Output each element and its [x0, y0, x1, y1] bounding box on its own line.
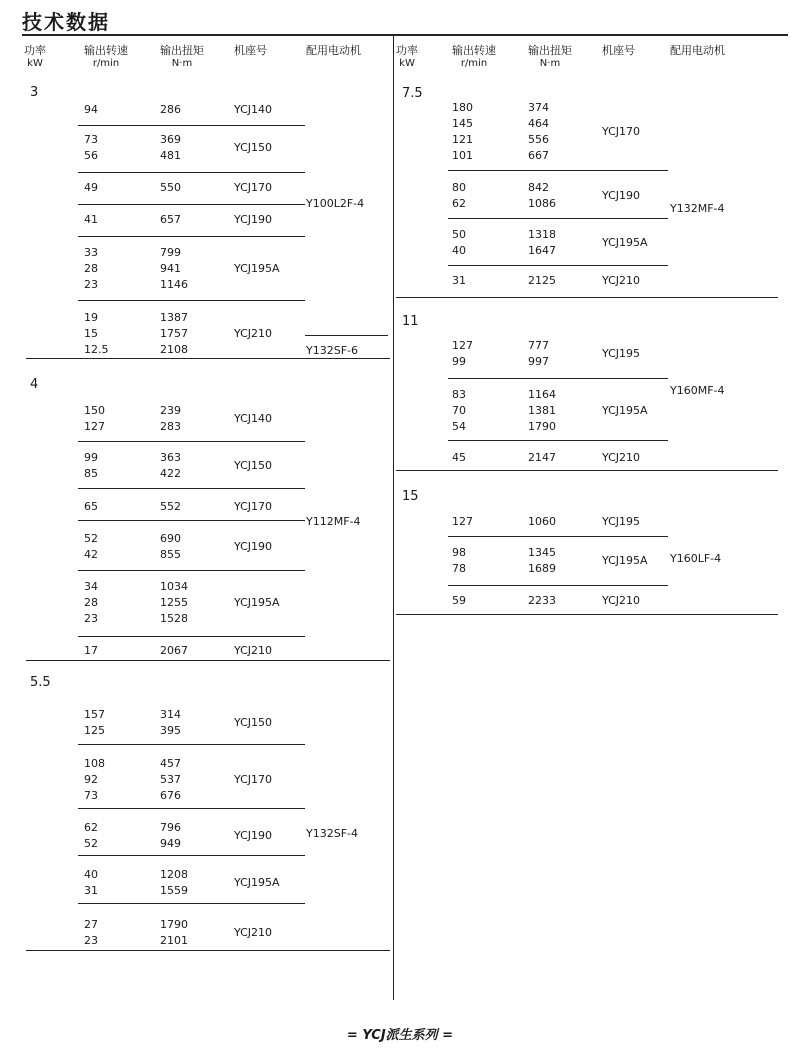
torque-value: 369	[160, 133, 181, 146]
frame-model: YCJ210	[602, 594, 641, 607]
motor-model: Y132MF-4	[670, 202, 725, 215]
group-divider	[78, 855, 305, 856]
torque-value: 556	[528, 133, 549, 146]
frame-model: YCJ210	[234, 327, 273, 340]
frame-model: YCJ195A	[602, 404, 648, 417]
torque-value: 2101	[160, 934, 188, 947]
torque-value: 2108	[160, 343, 188, 356]
speed-value: 145	[452, 117, 473, 130]
torque-value: 1146	[160, 278, 188, 291]
speed-value: 49	[84, 181, 98, 194]
torque-value: 464	[528, 117, 549, 130]
motor-model: Y160LF-4	[670, 552, 722, 565]
speed-value: 108	[84, 757, 105, 770]
speed-value: 94	[84, 103, 98, 116]
speed-value: 83	[452, 388, 466, 401]
group-divider	[78, 744, 305, 745]
column-header	[452, 44, 496, 70]
torque-value: 1345	[528, 546, 556, 559]
section-divider	[26, 660, 390, 661]
torque-value: 2067	[160, 644, 188, 657]
torque-value: 1086	[528, 197, 556, 210]
torque-value: 1318	[528, 228, 556, 241]
frame-model: YCJ210	[602, 274, 641, 287]
column-header-unit: r/min	[92, 58, 120, 69]
speed-value: 127	[452, 515, 473, 528]
speed-value: 101	[452, 149, 473, 162]
speed-value: 62	[84, 821, 98, 834]
column-header	[396, 44, 418, 70]
column-header	[602, 44, 635, 57]
title-rule	[22, 34, 788, 36]
speed-value: 180	[452, 101, 473, 114]
frame-model: YCJ195A	[234, 876, 280, 889]
torque-value: 997	[528, 355, 549, 368]
motor-model: Y100L2F-4	[306, 197, 365, 210]
torque-value: 690	[160, 532, 181, 545]
torque-value: 2147	[528, 451, 556, 464]
frame-model: YCJ190	[602, 189, 641, 202]
group-divider	[78, 808, 305, 809]
torque-value: 283	[160, 420, 181, 433]
column-header-label: 配用电动机	[306, 44, 361, 57]
frame-model: YCJ170	[234, 500, 273, 513]
frame-model: YCJ210	[234, 926, 273, 939]
speed-value: 56	[84, 149, 98, 162]
power-value: 11	[402, 314, 419, 329]
power-value: 3	[30, 85, 39, 100]
speed-value: 127	[452, 339, 473, 352]
column-header	[306, 44, 361, 57]
speed-value: 31	[452, 274, 466, 287]
column-header-label: 输出扭矩	[160, 44, 204, 57]
power-value: 5.5	[30, 675, 51, 690]
column-header-label: 输出转速	[84, 44, 128, 57]
speed-value: 23	[84, 278, 98, 291]
torque-value: 949	[160, 837, 181, 850]
speed-value: 40	[84, 868, 98, 881]
section-divider	[26, 358, 390, 359]
speed-value: 52	[84, 837, 98, 850]
torque-value: 676	[160, 789, 181, 802]
speed-value: 23	[84, 612, 98, 625]
speed-value: 157	[84, 708, 105, 721]
column-header-unit: N·m	[171, 58, 193, 69]
frame-model: YCJ170	[602, 125, 641, 138]
torque-value: 286	[160, 103, 181, 116]
frame-model: YCJ195A	[602, 554, 648, 567]
speed-value: 125	[84, 724, 105, 737]
group-divider	[78, 488, 305, 489]
frame-model: YCJ195A	[234, 262, 280, 275]
torque-value: 314	[160, 708, 181, 721]
group-divider	[448, 170, 668, 171]
torque-value: 1060	[528, 515, 556, 528]
speed-value: 17	[84, 644, 98, 657]
speed-value: 45	[452, 451, 466, 464]
torque-value: 239	[160, 404, 181, 417]
column-header	[234, 44, 267, 57]
group-divider	[78, 520, 305, 521]
column-header-label: 功率	[24, 44, 46, 57]
torque-value: 1528	[160, 612, 188, 625]
section-divider	[396, 297, 778, 298]
group-divider	[78, 204, 305, 205]
torque-value: 550	[160, 181, 181, 194]
speed-value: 54	[452, 420, 466, 433]
torque-value: 799	[160, 246, 181, 259]
torque-value: 1255	[160, 596, 188, 609]
torque-value: 2125	[528, 274, 556, 287]
speed-value: 70	[452, 404, 466, 417]
torque-value: 1387	[160, 311, 188, 324]
motor-model: Y160MF-4	[670, 384, 725, 397]
frame-model: YCJ150	[234, 141, 273, 154]
group-divider	[448, 585, 668, 586]
frame-model: YCJ150	[234, 716, 273, 729]
torque-value: 777	[528, 339, 549, 352]
column-header-label: 输出扭矩	[528, 44, 572, 57]
torque-value: 1790	[160, 918, 188, 931]
frame-model: YCJ195	[602, 515, 641, 528]
column-header	[528, 44, 572, 70]
power-value: 15	[402, 489, 419, 504]
group-divider	[448, 536, 668, 537]
frame-model: YCJ195A	[602, 236, 648, 249]
torque-value: 457	[160, 757, 181, 770]
speed-value: 50	[452, 228, 466, 241]
frame-model: YCJ195A	[234, 596, 280, 609]
torque-value: 552	[160, 500, 181, 513]
column-header	[670, 44, 725, 57]
column-header-label: 输出转速	[452, 44, 496, 57]
frame-model: YCJ190	[234, 213, 273, 226]
speed-value: 52	[84, 532, 98, 545]
speed-value: 150	[84, 404, 105, 417]
torque-value: 1164	[528, 388, 556, 401]
speed-value: 99	[452, 355, 466, 368]
group-divider	[78, 441, 305, 442]
speed-value: 15	[84, 327, 98, 340]
speed-value: 19	[84, 311, 98, 324]
speed-value: 73	[84, 133, 98, 146]
torque-value: 1208	[160, 868, 188, 881]
speed-value: 98	[452, 546, 466, 559]
torque-value: 1559	[160, 884, 188, 897]
motor-model: Y132SF-4	[306, 827, 358, 840]
speed-value: 12.5	[84, 343, 109, 356]
frame-model: YCJ150	[234, 459, 273, 472]
frame-model: YCJ210	[234, 644, 273, 657]
speed-value: 85	[84, 467, 98, 480]
column-header	[84, 44, 128, 70]
group-divider	[78, 570, 305, 571]
torque-value: 2233	[528, 594, 556, 607]
speed-value: 92	[84, 773, 98, 786]
group-divider	[448, 265, 668, 266]
torque-value: 537	[160, 773, 181, 786]
frame-model: YCJ190	[234, 829, 273, 842]
torque-value: 657	[160, 213, 181, 226]
speed-value: 33	[84, 246, 98, 259]
group-divider	[78, 300, 305, 301]
section-divider	[26, 950, 390, 951]
speed-value: 34	[84, 580, 98, 593]
frame-model: YCJ190	[234, 540, 273, 553]
speed-value: 59	[452, 594, 466, 607]
column-header	[160, 44, 204, 70]
column-header-unit: kW	[399, 58, 415, 69]
group-divider	[78, 172, 305, 173]
group-divider	[78, 636, 305, 637]
column-divider	[393, 36, 394, 1000]
speed-value: 28	[84, 262, 98, 275]
speed-value: 28	[84, 596, 98, 609]
series-footer: = YCJ派生系列 =	[346, 1028, 454, 1043]
frame-model: YCJ195	[602, 347, 641, 360]
motor-model: Y112MF-4	[306, 515, 361, 528]
group-divider	[78, 903, 305, 904]
torque-value: 1381	[528, 404, 556, 417]
column-header-label: 配用电动机	[670, 44, 725, 57]
speed-value: 127	[84, 420, 105, 433]
torque-value: 796	[160, 821, 181, 834]
torque-value: 1034	[160, 580, 188, 593]
frame-model: YCJ170	[234, 773, 273, 786]
speed-value: 78	[452, 562, 466, 575]
column-header-unit: N·m	[539, 58, 561, 69]
speed-value: 73	[84, 789, 98, 802]
torque-value: 1647	[528, 244, 556, 257]
speed-value: 42	[84, 548, 98, 561]
section-divider	[396, 470, 778, 471]
torque-value: 855	[160, 548, 181, 561]
frame-model: YCJ140	[234, 412, 273, 425]
speed-value: 40	[452, 244, 466, 257]
torque-value: 1757	[160, 327, 188, 340]
torque-value: 1689	[528, 562, 556, 575]
torque-value: 374	[528, 101, 549, 114]
group-divider	[448, 440, 668, 441]
torque-value: 481	[160, 149, 181, 162]
speed-value: 23	[84, 934, 98, 947]
power-value: 4	[30, 377, 39, 392]
torque-value: 941	[160, 262, 181, 275]
speed-value: 62	[452, 197, 466, 210]
frame-model: YCJ140	[234, 103, 273, 116]
torque-value: 422	[160, 467, 181, 480]
torque-value: 1790	[528, 420, 556, 433]
page-title: 技术数据	[22, 10, 110, 34]
section-divider	[396, 614, 778, 615]
speed-value: 65	[84, 500, 98, 513]
group-divider	[78, 125, 305, 126]
column-header-unit: r/min	[460, 58, 488, 69]
frame-model: YCJ210	[602, 451, 641, 464]
torque-value: 395	[160, 724, 181, 737]
column-header-unit: kW	[27, 58, 43, 69]
group-divider	[78, 236, 305, 237]
column-header-label: 功率	[396, 44, 418, 57]
column-header-label: 机座号	[234, 44, 267, 57]
frame-model: YCJ170	[234, 181, 273, 194]
group-divider	[448, 218, 668, 219]
speed-value: 31	[84, 884, 98, 897]
torque-value: 667	[528, 149, 549, 162]
motor-divider	[305, 335, 388, 336]
speed-value: 99	[84, 451, 98, 464]
speed-value: 41	[84, 213, 98, 226]
power-value: 7.5	[402, 86, 423, 101]
column-header	[24, 44, 46, 70]
speed-value: 80	[452, 181, 466, 194]
speed-value: 121	[452, 133, 473, 146]
speed-value: 27	[84, 918, 98, 931]
torque-value: 363	[160, 451, 181, 464]
torque-value: 842	[528, 181, 549, 194]
group-divider	[448, 378, 668, 379]
column-header-label: 机座号	[602, 44, 635, 57]
motor-model: Y132SF-6	[306, 344, 358, 357]
